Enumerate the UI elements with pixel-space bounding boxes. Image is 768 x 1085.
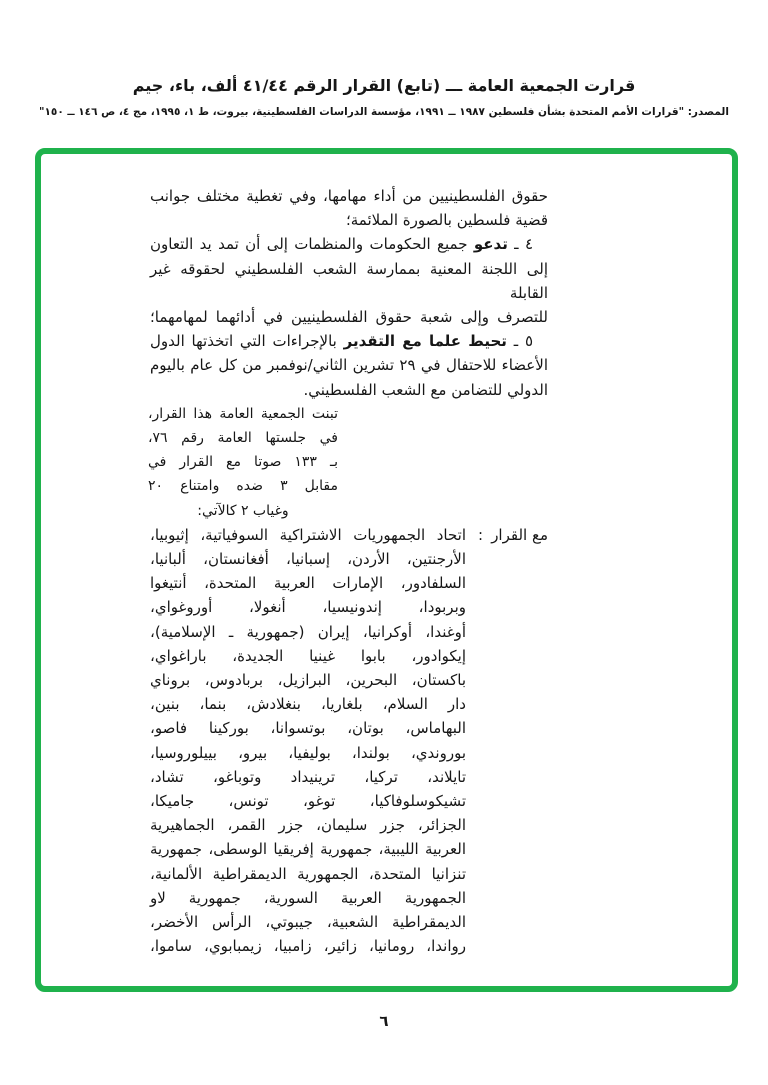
country-line: اتحاد الجمهوريات الاشتراكية السوفياتية، إثيوبيا، (150, 525, 466, 544)
intro-line: حقوق الفلسطينيين من أداء مهامها، وفي تغطية مختلف جوانب (150, 187, 548, 205)
page-title: قرارت الجمعية العامة ـــ (تابع) القرار الرقم ٤١/٤٤ ألف، باء، جيم (132, 76, 636, 95)
adoption-line: وغياب ٢ كالآتي: (197, 502, 289, 519)
country-line: الجزائر، جزر سليمان، جزر القمر، الجماهيرية (150, 816, 466, 835)
adoption-line: مقابل ٣ ضده وامتناع ٢٠ (148, 478, 339, 495)
country-line: الأرجنتين، الأردن، إسبانيا، أفغانستان، ألبانيا، (150, 550, 466, 569)
country-line: بوروندي، بولندا، بوليفيا، بيرو، بييلوروسيا، (150, 743, 466, 762)
country-line: باكستان، البحرين، البرازيل، بربادوس، بروناي (150, 671, 466, 690)
vote-for-block (150, 523, 548, 959)
page-number: ٦ (379, 1012, 389, 1030)
item4-keyword: تدعو (473, 235, 508, 254)
vote-for-label (466, 523, 548, 547)
country-line: العربية الليبية، جمهورية إفريقيا الوسطى، جمهورية (150, 840, 466, 859)
country-line: وبربودا، إندونيسيا، أنغولا، أوروغواي، (150, 598, 466, 617)
item5-line: الأعضاء للاحتفال في ٢٩ تشرين الثاني/نوفمبر من كل عام باليوم (150, 356, 548, 375)
country-line: البهاماس، بوتان، بوتسوانا، بوركينا فاصو، (150, 719, 466, 738)
adoption-line: في جلستها العامة رقم ٧٦، (148, 430, 338, 447)
body-text (150, 184, 548, 959)
country-list (150, 523, 466, 959)
vote-for-colon: : (478, 525, 484, 544)
adoption-line: بـ ١٣٣ صوتا مع القرار في (148, 454, 338, 471)
adoption-line: تبنت الجمعية العامة هذا القرار، (148, 405, 338, 422)
vote-for-label-text: مع القرار (491, 525, 548, 544)
country-line: الديمقراطية الشعبية، جيبوتي، الرأس الأخضر، (150, 913, 466, 932)
source-line: المصدر: "قرارات الأمم المتحدة بشأن فلسطين ١٩٨٧ ــ ١٩٩١، مؤسسة الدراسات الفلسطينية، بيروت، ط ١، ١٩٩٥، مج ٤، ص ١٤٦ ــ ١٥٠" (39, 106, 729, 118)
item4-number: ٤ ـ (507, 235, 533, 254)
country-line: تايلاند، تركيا، ترينيداد وتوباغو، تشاد، (150, 767, 466, 786)
country-line: إيكوادور، بابوا غينيا الجديدة، باراغواي، (150, 646, 466, 665)
country-line: السلفادور، الإمارات العربية المتحدة، أنتيغوا (150, 574, 466, 593)
item4-line: للتصرف وإلى شعبة حقوق الفلسطينيين في أدائهما لمهامهما؛ (150, 308, 548, 327)
item5-line: الدولي للتضامن مع الشعب الفلسطيني. (303, 380, 548, 399)
item5-keyword: تحيط علما مع التقدير (343, 332, 507, 351)
adoption-note-block (148, 402, 338, 523)
country-line: تنزانيا المتحدة، الجمهورية الديمقراطية الألمانية، (150, 864, 466, 883)
item5-line (150, 329, 548, 353)
item4-line (150, 232, 548, 256)
item5-number: ٥ ـ (506, 332, 533, 351)
item4-line: إلى اللجنة المعنية بممارسة الشعب الفلسطيني لحقوقه غير القابلة (150, 259, 548, 302)
country-line: أوغندا، أوكرانيا، إيران (جمهورية ـ الإسلامية)، (150, 622, 466, 641)
intro-line: قضية فلسطين بالصورة الملائمة؛ (345, 211, 548, 230)
country-line: رواندا، رومانيا، زائير، زامبيا، زيمبابوي، ساموا، (150, 937, 466, 956)
country-line: تشيكوسلوفاكيا، توغو، تونس، جاميكا، (150, 792, 466, 811)
item5-text: بالإجراءات التي اتخذتها الدول (150, 332, 344, 351)
item4-text: جميع الحكومات والمنظمات إلى أن تمد يد التعاون (150, 235, 474, 254)
country-line: الجمهورية العربية السورية، جمهورية لاو (150, 888, 466, 907)
country-line: دار السلام، بلغاريا، بنغلادش، بنما، بنين، (150, 695, 466, 714)
